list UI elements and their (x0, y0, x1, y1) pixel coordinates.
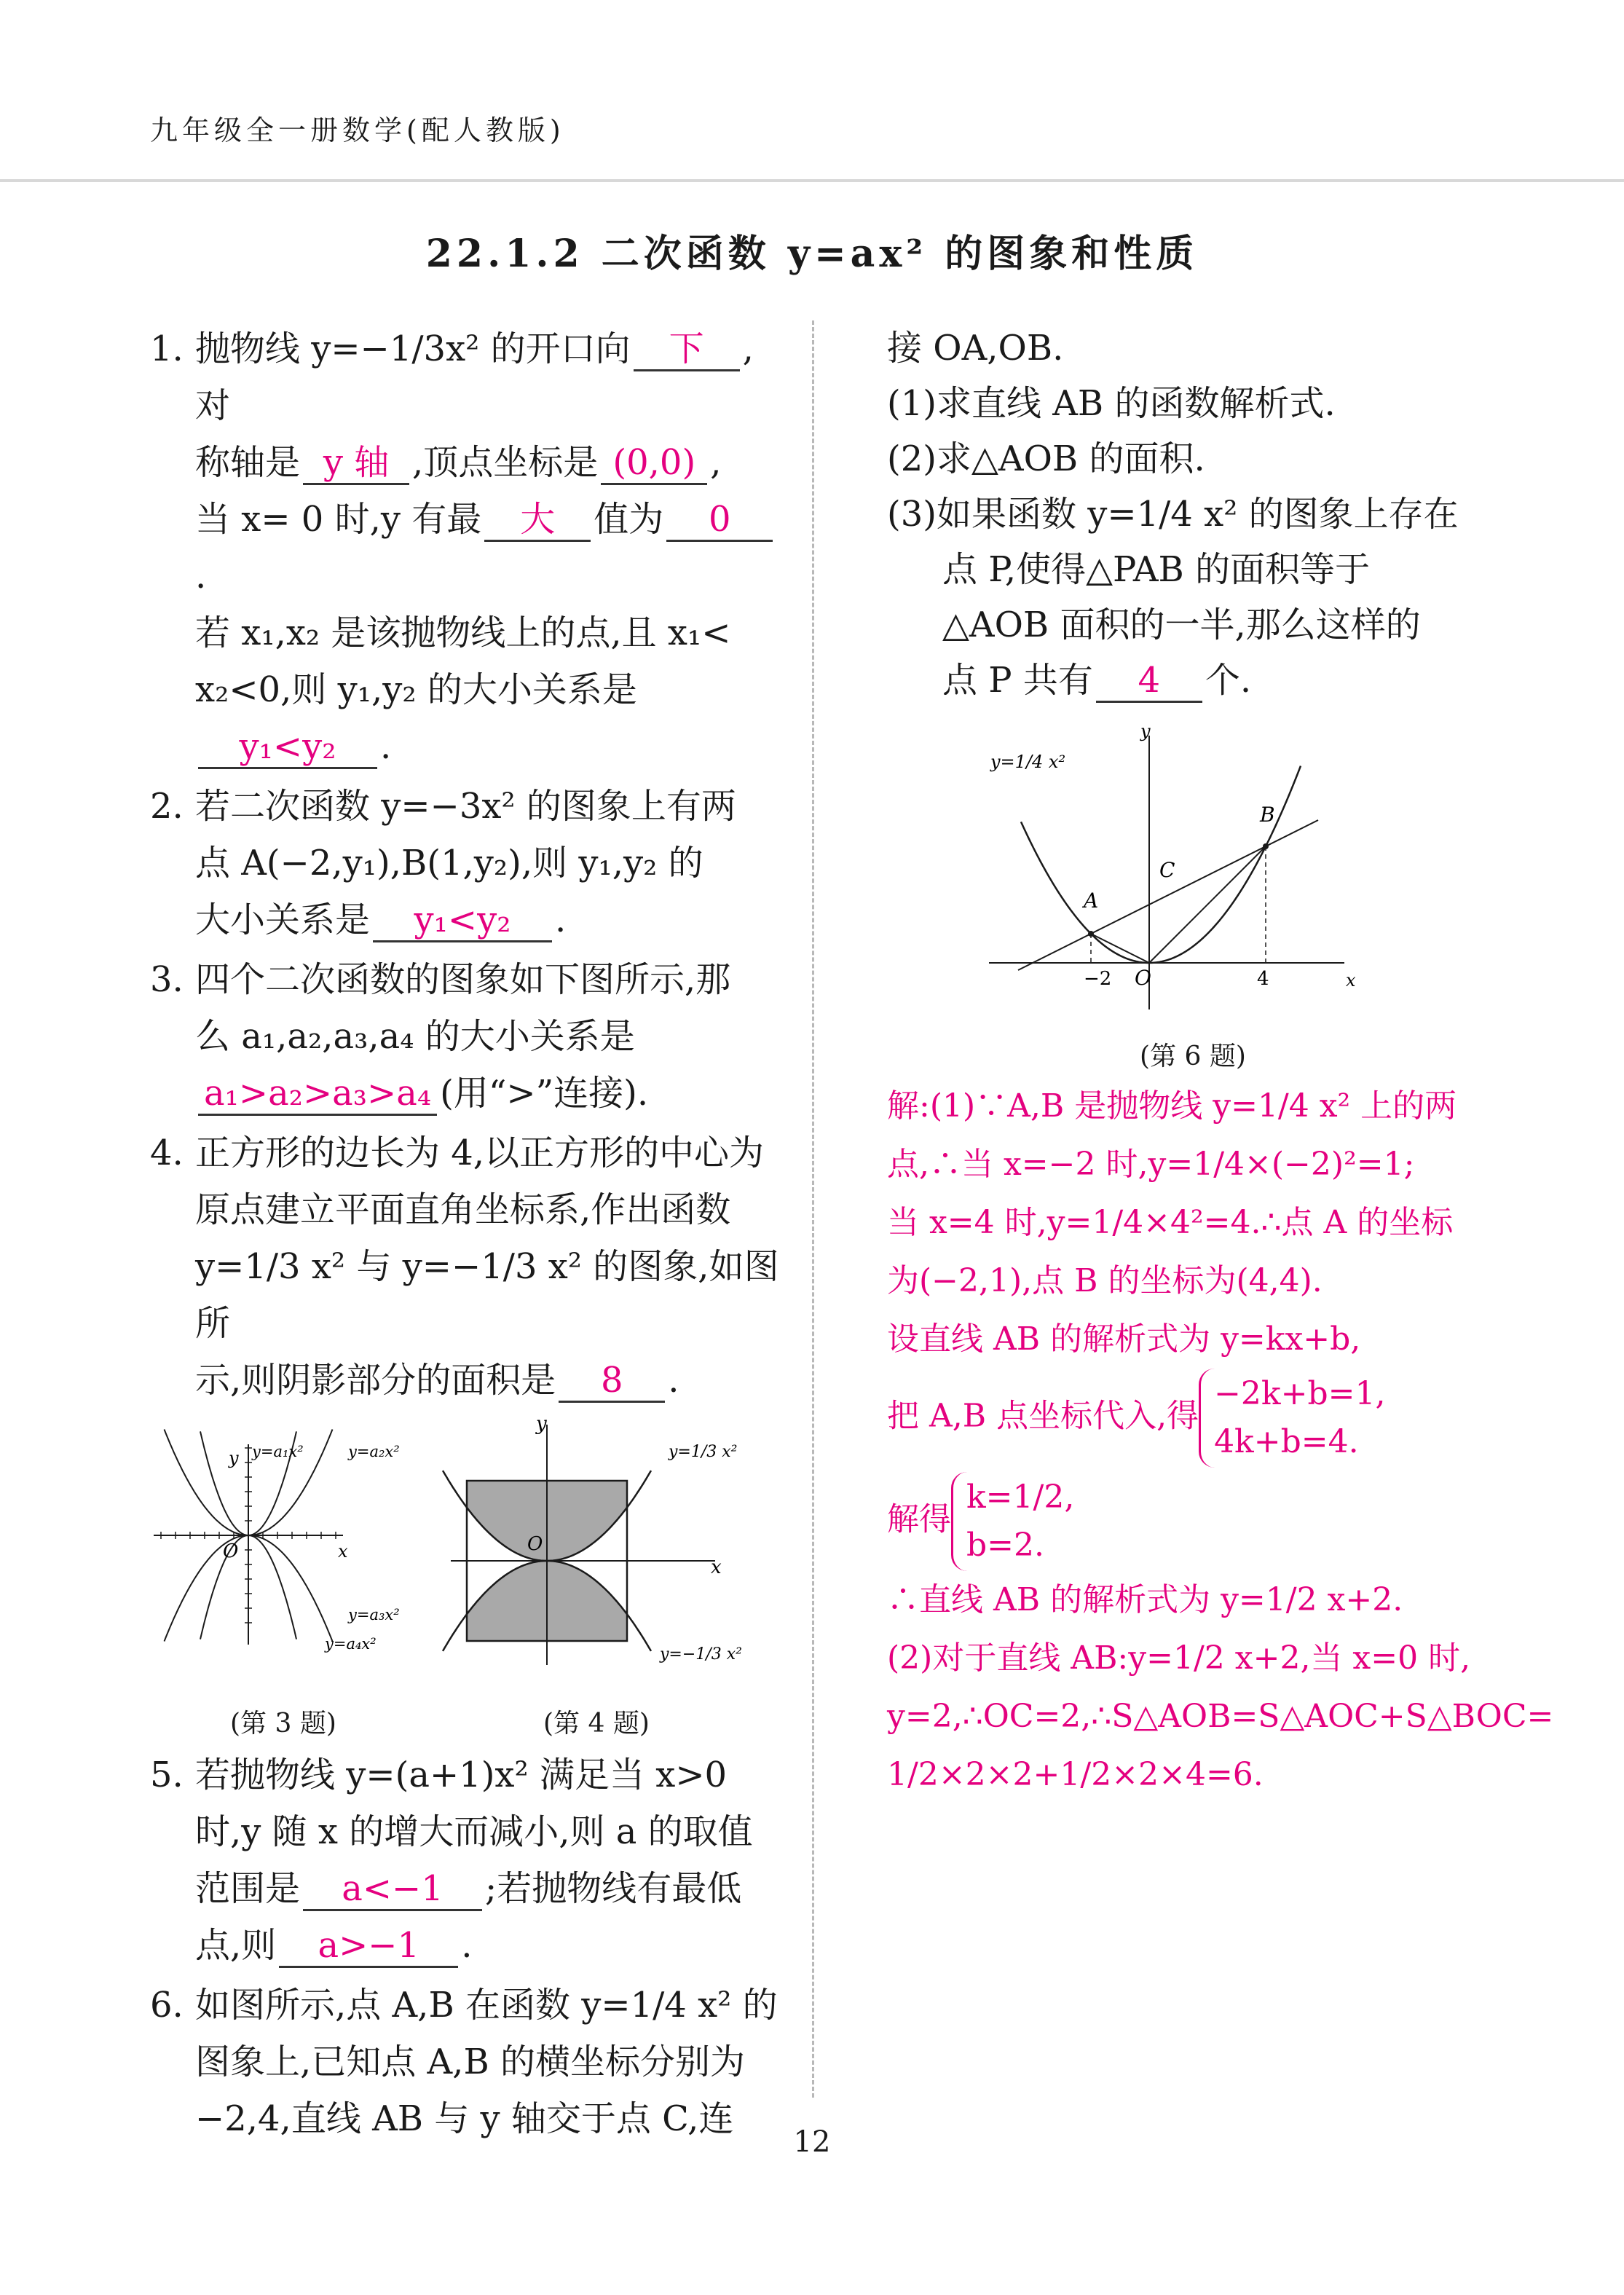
solution-line-7 (887, 1472, 1499, 1571)
curve-label-a3: y=a₃x² (348, 1606, 400, 1623)
equation-system-2 (951, 1472, 1074, 1571)
q6-part-3-text: 点 P 共有 (942, 660, 1093, 701)
axis-label-y: y (229, 1448, 239, 1468)
q4-text-3: y=1/3 x² 与 y=−1/3 x² 的图象,如图所 (195, 1246, 779, 1344)
question-number: 2. (150, 786, 184, 827)
point-label-a: A (1084, 889, 1099, 913)
solution-line-9: (2)对于直线 AB:y=1/2 x+2,当 x=0 时, (887, 1639, 1471, 1677)
solution-line-11: 1/2×2×2+1/2×2×4=6. (887, 1756, 1264, 1793)
equation-system-1 (1199, 1369, 1385, 1468)
column-divider (812, 320, 814, 2098)
curve-label-a2: y=a₂x² (348, 1443, 400, 1460)
point-label-b: B (1260, 803, 1275, 827)
answer-blank-compare: y₁<y₂ (373, 900, 552, 942)
q6-part-3-tail: 个. (1205, 660, 1252, 701)
question-number: 3. (150, 959, 184, 1000)
figure-3-caption: (第 3 题) (230, 1709, 336, 1739)
axis-label-y: y (1140, 721, 1151, 741)
q6-part-3-line-4 (887, 653, 1499, 708)
question-number: 5. (150, 1755, 184, 1795)
section-title: 22.1.2 二次函数 y=ax² 的图象和性质 (425, 232, 1199, 276)
answer-blank-compare: y₁<y₂ (198, 726, 377, 769)
q3-text-3: (用“>”连接). (440, 1073, 649, 1114)
curve-label-bottom: y=−1/3 x² (660, 1645, 742, 1664)
equation-2a: k=1/2, (966, 1479, 1075, 1516)
q6-text-2: 图象上,已知点 A,B 的横坐标分别为 (195, 2042, 745, 2082)
tick-label-a: −2 (1084, 968, 1112, 990)
axis-label-x: x (1346, 970, 1356, 991)
figure-4-caption: (第 4 题) (543, 1709, 650, 1739)
segment-oa (1091, 934, 1149, 963)
solution-line-2: 点,∴当 x=−2 时,y=1/4×(−2)²=1; (887, 1146, 1415, 1183)
solution-line-8: ∴直线 AB 的解析式为 y=1/2 x+2. (887, 1581, 1403, 1618)
figure-6-graph (982, 715, 1433, 1036)
equation-2b: b=2. (966, 1527, 1045, 1564)
q4-text-2: 原点建立平面直角坐标系,作出函数 (195, 1189, 731, 1230)
question-4 (150, 1125, 784, 1409)
q3-text-1: 四个二次函数的图象如下图所示,那 (195, 959, 731, 1000)
q6-part-3-line-3: △AOB 面积的一半,那么这样的 (942, 605, 1421, 645)
q6-part-3-line-2: 点 P,使得△PAB 的面积等于 (942, 549, 1371, 590)
question-number: 6. (150, 1985, 184, 2026)
q1-text-4: 称轴是 (195, 442, 301, 483)
q1-text-2: x² 的开口向 (446, 328, 631, 369)
question-number: 1. (150, 328, 184, 369)
q6-part-1: (1)求直线 AB 的函数解析式. (887, 383, 1336, 424)
q2-text-4: . (555, 900, 567, 940)
q5-text-6: . (461, 1925, 473, 1966)
header-rule (0, 179, 1624, 182)
tick-label-b: 4 (1257, 968, 1269, 990)
q4-text-1: 正方形的边长为 4,以正方形的中心为 (195, 1133, 765, 1173)
figure-6 (887, 708, 1499, 1050)
question-2 (150, 778, 784, 948)
point-a (1088, 931, 1094, 937)
answer-blank-vertex: (0,0) (601, 442, 707, 485)
question-1 (150, 320, 784, 775)
question-number: 4. (150, 1133, 184, 1173)
q1-fraction: 1/3 (389, 328, 446, 369)
solution-line-4: 为(−2,1),点 B 的坐标为(4,4). (887, 1262, 1323, 1299)
q5-text-1: 若抛物线 y=(a+1)x² 满足当 x>0 (195, 1755, 728, 1795)
answer-blank-area: 8 (559, 1360, 665, 1403)
solution-line-3: 当 x=4 时,y=1/4×4²=4.∴点 A 的坐标 (887, 1204, 1454, 1241)
point-label-c: C (1159, 858, 1175, 882)
right-column (887, 320, 1554, 1804)
q1-text-6: , (710, 442, 722, 483)
answer-blank-axis: y 轴 (303, 442, 409, 485)
point-b (1263, 843, 1269, 849)
q6-text-3: −2,4,直线 AB 与 y 轴交于点 C,连 (195, 2098, 734, 2139)
q6-text-1: 如图所示,点 A,B 在函数 y=1/4 x² 的 (195, 1985, 778, 2026)
page-number: 12 (793, 2125, 831, 2159)
answer-blank-lowest: a>−1 (279, 1925, 458, 1968)
solution-line-10: y=2,∴OC=2,∴S△AOB=S△AOC+S△BOC= (887, 1698, 1554, 1735)
curve-label-top: y=1/3 x² (669, 1443, 738, 1461)
line-ab (1018, 820, 1318, 970)
curve-label: y=1/4 x² (990, 752, 1066, 772)
answer-blank-extreme: 大 (484, 499, 591, 542)
solution-line-5: 设直线 AB 的解析式为 y=kx+b, (887, 1320, 1361, 1358)
answer-blank-range: a<−1 (303, 1868, 482, 1911)
question-6 (150, 1977, 784, 2147)
axis-label-x: x (338, 1541, 348, 1562)
solution-line-6 (887, 1369, 1499, 1468)
q1-text-1: 抛物线 y=− (195, 328, 390, 369)
left-column (150, 320, 784, 2150)
q1-text-5: ,顶点坐标是 (412, 442, 599, 483)
q6-part-3-line-1: (3)如果函数 y=1/4 x² 的图象上存在 (887, 494, 1459, 535)
q5-text-5: 点,则 (195, 1925, 277, 1966)
book-header: 九年级全一册数学(配人教版) (150, 114, 565, 146)
solution-line-7-text: 解得 (887, 1500, 951, 1538)
q1-text-3: ,对 (195, 328, 754, 426)
q5-text-2: 时,y 随 x 的增大而减小,则 a 的取值 (195, 1811, 753, 1852)
q1-text-9: . (195, 556, 207, 597)
equation-1b: 4k+b=4. (1214, 1423, 1359, 1460)
origin-label: O (1135, 966, 1151, 990)
q6-text-4: 接 OA,OB. (887, 328, 1064, 369)
figures-row (150, 1412, 784, 1725)
q3-text-2: 么 a₁,a₂,a₃,a₄ 的大小关系是 (195, 1016, 635, 1057)
q4-text-5: . (668, 1360, 679, 1401)
q4-text-4: 示,则阴影部分的面积是 (195, 1360, 556, 1401)
answer-blank-value: 0 (666, 499, 773, 542)
q1-text-11: x₂<0,则 y₁,y₂ 的大小关系是 (195, 669, 637, 710)
q2-text-1: 若二次函数 y=−3x² 的图象上有两 (195, 786, 736, 827)
q1-text-10: 若 x₁,x₂ 是该抛物线上的点,且 x₁< (195, 613, 731, 653)
q5-text-3: 范围是 (195, 1868, 301, 1909)
q2-text-2: 点 A(−2,y₁),B(1,y₂),则 y₁,y₂ 的 (195, 843, 703, 883)
origin-label: O (223, 1540, 239, 1562)
solution-line-1: 解:(1)∵A,B 是抛物线 y=1/4 x² 上的两 (887, 1087, 1457, 1125)
figure-6-caption: (第 6 题) (1140, 1042, 1246, 1071)
q6-part-2: (2)求△AOB 的面积. (887, 438, 1205, 479)
axis-label-x: x (711, 1556, 722, 1578)
question-5 (150, 1747, 784, 1974)
q1-text-7: 当 x= 0 时,y 有最 (195, 499, 482, 540)
answer-blank-count: 4 (1096, 660, 1202, 703)
equation-1a: −2k+b=1, (1214, 1375, 1386, 1412)
question-3 (150, 951, 784, 1122)
axis-label-y: y (536, 1413, 547, 1435)
figure-captions (150, 1703, 784, 1747)
solution (887, 1077, 1554, 1804)
origin-label: O (527, 1533, 543, 1555)
q1-text-8: 值为 (594, 499, 664, 540)
curve-label-a1: y=a₁x² (252, 1443, 304, 1460)
solution-line-6-text: 把 A,B 点坐标代入,得 (887, 1397, 1199, 1435)
figure-3-graph (150, 1412, 441, 1659)
q5-text-4: ;若抛物线有最低 (485, 1868, 742, 1909)
answer-blank-opening: 下 (634, 328, 740, 371)
curve-label-a4: y=a₄x² (325, 1635, 377, 1653)
figure-4-graph (434, 1404, 776, 1688)
q2-text-3: 大小关系是 (195, 900, 371, 940)
q1-text-12: . (380, 726, 392, 767)
answer-blank-order: a₁>a₂>a₃>a₄ (198, 1073, 437, 1116)
